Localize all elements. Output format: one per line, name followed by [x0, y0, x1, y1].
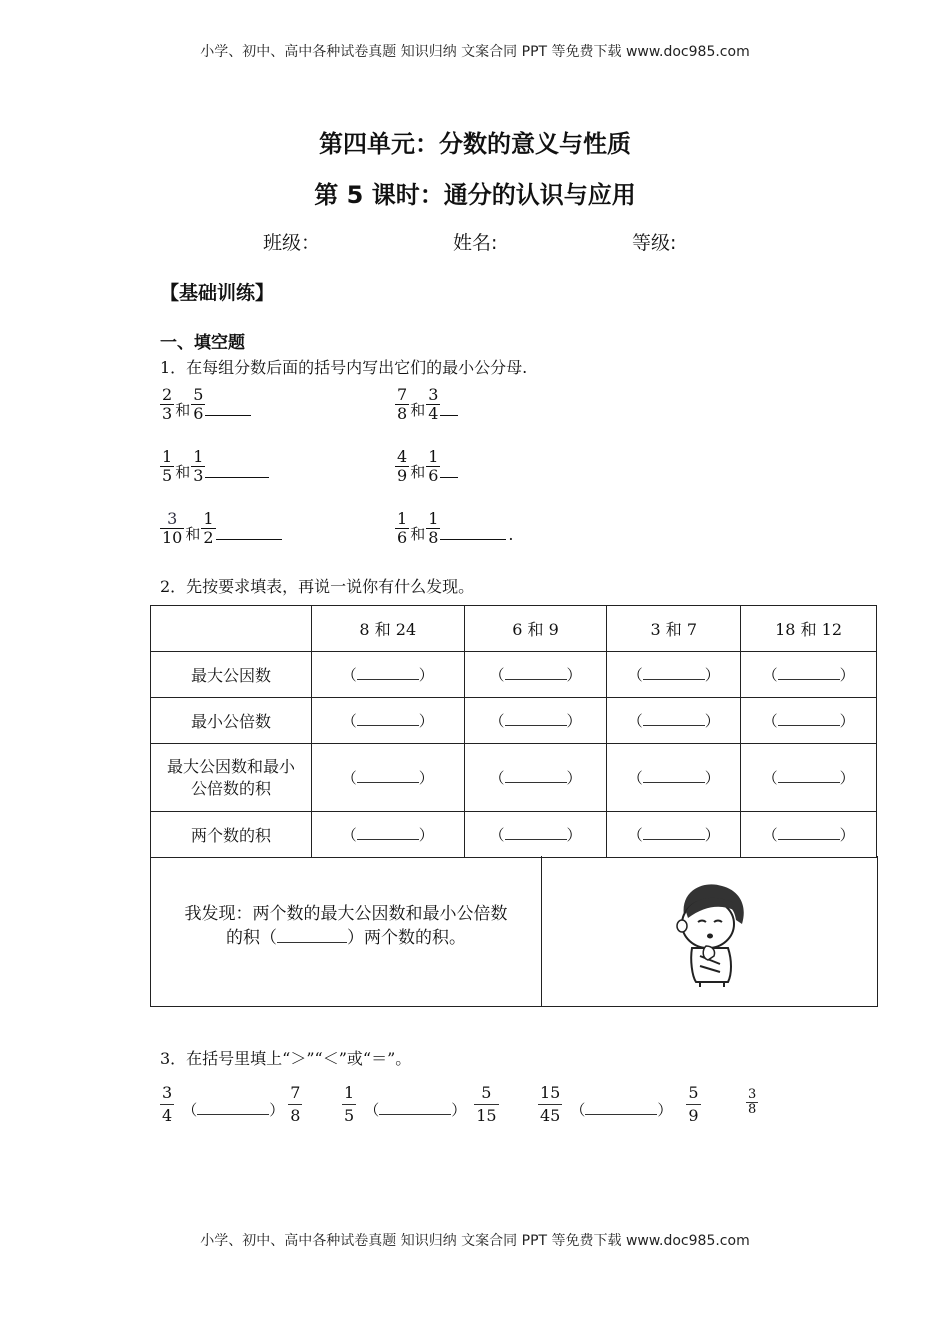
answer-cell[interactable]: （ ） — [464, 812, 607, 858]
answer-cell[interactable]: （ ） — [607, 698, 741, 744]
class-label: 班级： — [263, 232, 321, 254]
fraction: $\frac{7}{8}$ — [397, 385, 408, 423]
answer-cell[interactable]: （ ） — [464, 698, 607, 744]
fraction: $\frac{1}{6}$ — [428, 447, 439, 485]
lesson-title: 第 5 课时：通分的认识与应用 — [314, 181, 636, 209]
finding-box — [150, 856, 878, 1007]
fraction: $\frac{3}{8}$ — [748, 1087, 757, 1117]
compare-blank[interactable]: （ ） — [570, 1101, 673, 1119]
row-header: 两个数的积 — [151, 812, 312, 858]
answer-cell[interactable]: （ ） — [741, 744, 877, 812]
compare-blank[interactable]: （ ） — [182, 1101, 285, 1119]
column-header: 8 和 24 — [311, 606, 464, 652]
fraction: $\frac{3}{4}$ — [162, 1083, 173, 1125]
fraction: $\frac{1}{5}$ — [344, 1083, 355, 1125]
answer-cell[interactable]: （ ） — [464, 652, 607, 698]
question-1-text: 1．在每组分数后面的括号内写出它们的最小公分母. — [160, 358, 528, 377]
fraction: $\frac{7}{8}$ — [290, 1083, 301, 1125]
thinking-boy-illustration — [656, 876, 756, 988]
compare-pair-3 — [538, 1082, 701, 1127]
answer-cell[interactable]: （ ） — [741, 698, 877, 744]
answer-blank[interactable] — [440, 476, 458, 478]
page-footer: 小学、初中、高中各种试卷真题 知识归纳 文案合同 PPT 等免费下载 www.doc985.com — [200, 1233, 750, 1249]
page-header: 小学、初中、高中各种试卷真题 知识归纳 文案合同 PPT 等免费下载 www.doc985.com — [200, 44, 750, 60]
finding-blank[interactable] — [277, 928, 347, 943]
compare-pair-2 — [342, 1082, 499, 1127]
fraction: $\frac{15}{45}$ — [540, 1083, 561, 1125]
answer-cell[interactable]: （ ） — [311, 652, 464, 698]
section-basic-training: 【基础训练】 — [160, 282, 275, 304]
fraction: $\frac{2}{3}$ — [162, 385, 173, 423]
fraction-group-2: $\frac{7}{8}$ 和 $\frac{3}{4}$ — [395, 386, 458, 423]
answer-cell[interactable]: （ ） — [607, 652, 741, 698]
fraction-group-5: $\frac{3}{10}$ 和 $\frac{1}{2}$ — [160, 510, 282, 547]
answer-cell[interactable]: （ ） — [741, 652, 877, 698]
extra-fraction — [746, 1088, 758, 1117]
fraction: $\frac{3}{4}$ — [428, 385, 439, 423]
fraction-group-6: $\frac{1}{6}$ 和 $\frac{1}{8}$ . — [397, 509, 514, 547]
answer-cell[interactable]: （ ） — [311, 698, 464, 744]
answer-blank[interactable] — [216, 538, 282, 540]
fraction-group-4: $\frac{4}{9}$ 和 $\frac{1}{6}$ — [395, 448, 458, 485]
fraction: $\frac{3}{10}$ — [162, 509, 183, 547]
finding-divider — [541, 856, 542, 1006]
answer-cell[interactable]: （ ） — [311, 812, 464, 858]
fraction: $\frac{1}{2}$ — [203, 509, 214, 547]
answer-blank[interactable] — [440, 538, 506, 540]
answer-cell[interactable]: （ ） — [464, 744, 607, 812]
fraction: $\frac{5}{15}$ — [476, 1083, 497, 1125]
fraction: $\frac{5}{9}$ — [688, 1083, 699, 1125]
fraction: $\frac{1}{3}$ — [193, 447, 204, 485]
fraction: $\frac{5}{6}$ — [193, 385, 204, 423]
unit-title: 第四单元：分数的意义与性质 — [319, 130, 631, 158]
question-2-text: 2．先按要求填表，再说一说你有什么发现。 — [160, 577, 475, 596]
gcd-lcm-table — [150, 605, 877, 858]
answer-cell[interactable]: （ ） — [607, 744, 741, 812]
fraction-group-3: $\frac{1}{5}$ 和 $\frac{1}{3}$ — [160, 448, 269, 485]
fraction: $\frac{4}{9}$ — [397, 447, 408, 485]
name-label: 姓名: — [453, 232, 498, 254]
answer-blank[interactable] — [205, 476, 269, 478]
question-3-text: 3．在括号里填上“＞”“＜”或“＝”。 — [160, 1049, 412, 1068]
answer-blank[interactable] — [205, 414, 251, 416]
row-header: 最大公因数 — [151, 652, 312, 698]
part-fill-in-title: 一、填空题 — [160, 333, 245, 353]
header-empty — [151, 606, 312, 652]
answer-cell[interactable]: （ ） — [311, 744, 464, 812]
row-header: 最小公倍数 — [151, 698, 312, 744]
fraction: $\frac{1}{6}$ — [397, 509, 408, 547]
answer-blank[interactable] — [440, 414, 458, 416]
grade-label: 等级: — [632, 232, 677, 254]
row-header: 最大公因数和最小公倍数的积 — [151, 744, 312, 812]
fraction-group-1: $\frac{2}{3}$ 和 $\frac{5}{6}$ — [160, 386, 251, 423]
fraction: $\frac{1}{5}$ — [162, 447, 173, 485]
answer-cell[interactable]: （ ） — [741, 812, 877, 858]
finding-text: 我发现：两个数的最大公因数和最小公倍数 的积（ ）两个数的积。 — [184, 904, 508, 948]
answer-cell[interactable]: （ ） — [607, 812, 741, 858]
fraction: $\frac{1}{8}$ — [428, 509, 439, 547]
column-header: 18 和 12 — [741, 606, 877, 652]
column-header: 6 和 9 — [464, 606, 607, 652]
compare-pair-1 — [160, 1082, 302, 1127]
column-header: 3 和 7 — [607, 606, 741, 652]
compare-blank[interactable]: （ ） — [364, 1101, 467, 1119]
